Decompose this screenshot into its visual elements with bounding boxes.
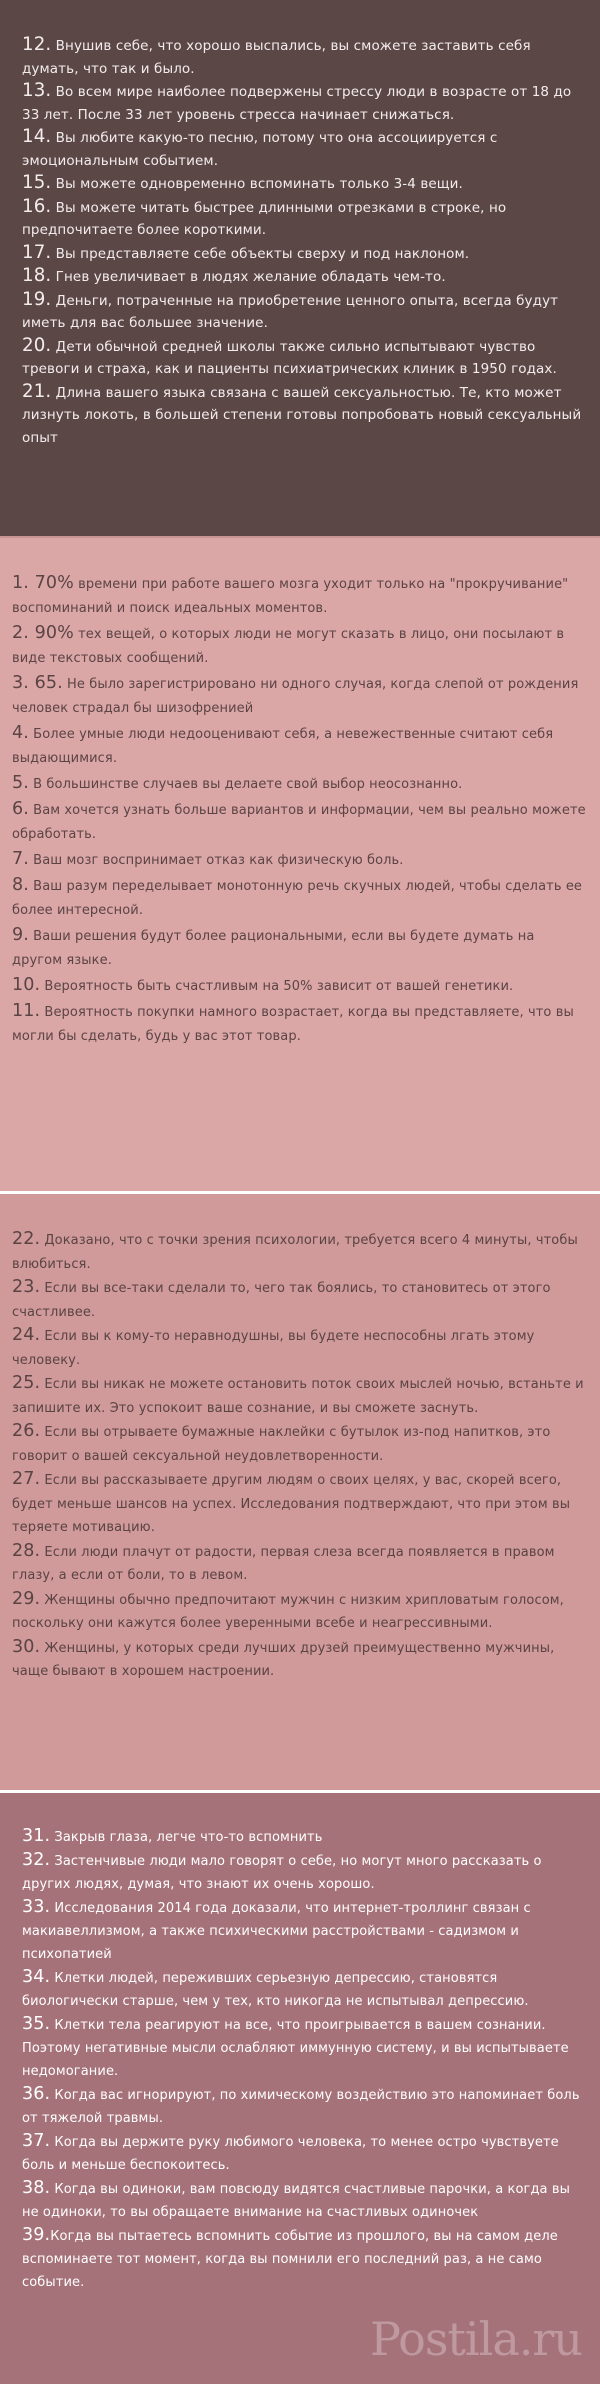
- postila-watermark: Postila.ru: [370, 2312, 582, 2366]
- fact-number: 35.: [22, 2014, 51, 2034]
- fact-number: 26.: [12, 1421, 41, 1441]
- fact-number: 23.: [12, 1277, 41, 1297]
- fact-item: [22, 2177, 586, 2224]
- fact-text: Не было зарегистрировано ни одного случая, когда слепой от рождения человек страдал бы шизофренией: [12, 677, 579, 716]
- fact-text: Вероятность быть счастливым на 50% зависит от вашей генетики.: [40, 979, 514, 994]
- fact-text: Застенчивые люди мало говорят о себе, но могут много рассказать о других людях, думая, что знают их очень хорошо.: [22, 1854, 542, 1892]
- fact-text: Вы представляете себе объекты сверху и под наклоном.: [51, 245, 470, 262]
- fact-text: Гнев увеличивает в людях желание обладать чем-то.: [51, 269, 446, 285]
- fact-item: [12, 1540, 586, 1588]
- fact-number: 39.: [22, 2225, 51, 2245]
- fact-item: [12, 1324, 586, 1372]
- fact-number: 17.: [22, 241, 52, 263]
- fact-number: 14.: [22, 126, 52, 147]
- fact-text: Если вы никак не можете остановить поток своих мыслей ночью, встаньте и запишите их. Это успокоит ваше сознание, и вы сможете заснуть.: [12, 1377, 584, 1416]
- fact-text: Ваш мозг воспринимает отказ как физическую боль.: [28, 853, 404, 868]
- fact-number: 16.: [22, 195, 52, 217]
- fact-item: [22, 2083, 586, 2130]
- fact-item: [22, 34, 586, 80]
- facts-panel-22-30: [0, 1191, 600, 1790]
- fact-item: [12, 1636, 586, 1684]
- fact-number: 20.: [22, 334, 52, 356]
- fact-item: [12, 721, 586, 771]
- fact-number: 34.: [22, 1967, 51, 1987]
- facts-panel-31-39: [0, 1790, 600, 2384]
- fact-number: 38.: [22, 2178, 51, 2198]
- fact-number: 29.: [12, 1588, 41, 1609]
- fact-item: [22, 80, 586, 126]
- fact-text: Клетки тела реагируют на все, что проигрывается в вашем сознании. Поэтому негативные мысли ослабляют иммунную систему, и вы испытываете недомогание.: [22, 2018, 569, 2079]
- fact-text: Исследования 2014 года доказали, что интернет-троллинг связан с макиавеллизмом, а также психическими расстройствами - садизмом и психопатией: [22, 1901, 531, 1962]
- fact-number: 32.: [22, 1850, 51, 1870]
- fact-text: Доказано, что с точки зрения психологии, требуется всего 4 минуты, чтобы влюбиться.: [12, 1233, 578, 1272]
- facts-panel-12-21: [0, 0, 600, 536]
- fact-list: [22, 34, 586, 449]
- fact-number: 28.: [12, 1540, 41, 1561]
- fact-text: Во всем мире наиболее подвержены стрессу люди в возрасте от 18 до 33 лет. После 33 лет уровень стресса начинает снижаться.: [22, 84, 572, 123]
- fact-item: [12, 847, 586, 873]
- fact-number: 33.: [22, 1897, 51, 1917]
- fact-text: Вам хочется узнать больше вариантов и информации, чем вы реально можете обработать.: [12, 803, 586, 842]
- fact-number: 31.: [22, 1826, 51, 1846]
- fact-number: 18.: [22, 265, 52, 286]
- fact-number: 4.: [12, 723, 29, 743]
- fact-item: [12, 797, 586, 847]
- fact-text: Длина вашего языка связана с вашей сексуальностью. Те, кто может лизнуть локоть, в большей степени готовы попробовать новый сексуальный опыт: [22, 384, 582, 446]
- fact-item: [12, 923, 586, 973]
- fact-item: [12, 621, 586, 671]
- fact-item: [22, 1966, 586, 2013]
- fact-text: Если люди плачут от радости, первая слеза всегда появляется в правом глазу, а если от боли, то в левом.: [12, 1544, 555, 1583]
- fact-text: времени при работе вашего мозга уходит только на "прокручивание" воспоминаний и поиск идеальных моментов.: [12, 577, 569, 616]
- fact-text: Вы можете одновременно вспоминать только 3-4 вещи.: [51, 176, 463, 192]
- fact-number: 21.: [22, 380, 52, 402]
- fact-item: [22, 172, 586, 196]
- fact-number: 11.: [12, 1001, 41, 1021]
- fact-item: [12, 873, 586, 923]
- fact-list: [12, 1228, 586, 1684]
- fact-item: [12, 1420, 586, 1468]
- fact-text: Внушив себе, что хорошо выспались, вы сможете заставить себя думать, что так и было.: [22, 38, 531, 77]
- fact-text: Женщины обычно предпочитают мужчин с низким хрипловатым голосом, поскольку они кажутся более уверенными всебе и неагрессивными.: [12, 1592, 564, 1631]
- fact-text: Закрыв глаза, легче что-то вспомнить: [50, 1830, 323, 1845]
- fact-item: [22, 2130, 586, 2177]
- fact-number: 8.: [12, 875, 29, 895]
- fact-item: [12, 571, 586, 621]
- fact-number: 5.: [12, 773, 29, 793]
- fact-text: Клетки людей, переживших серьезную депрессию, становятся биологически старше, чем у тех, кто никогда не испытывал депрессию.: [22, 1971, 529, 2009]
- fact-item: [12, 1276, 586, 1324]
- fact-text: Вы можете читать быстрее длинными отрезками в строке, но предпочитаете более короткими.: [22, 199, 507, 238]
- fact-item: [12, 771, 586, 797]
- fact-text: Если вы отрываете бумажные наклейки с бутылок из-под напитков, это говорит о вашей сексуальной неудовлетворенности.: [12, 1425, 551, 1464]
- fact-item: [12, 1228, 586, 1276]
- fact-item: [12, 973, 586, 999]
- fact-text: Если вы рассказываете другим людям о своих целях, у вас, скорей всего, будет меньше шансов на успех. Исследования подтверждают, что при этом вы теряете мотивацию.: [12, 1473, 571, 1535]
- fact-item: [22, 381, 586, 450]
- fact-number: 25.: [12, 1373, 41, 1393]
- fact-number: 9.: [12, 925, 29, 945]
- fact-number: 7.: [12, 849, 29, 869]
- fact-text: Если вы все-таки сделали то, чего так боялись, то становитесь от этого счастливее.: [12, 1281, 551, 1320]
- fact-text: Когда вас игнорируют, по химическому воздействию это напоминает боль от тяжелой травмы.: [22, 2088, 580, 2126]
- fact-item: [22, 335, 586, 381]
- fact-text: Когда вы одиноки, вам повсюду видятся счастливые парочки, а когда вы не одиноки, то вы обращаете внимание на счастливых одиночек: [22, 2182, 570, 2220]
- fact-item: [12, 1468, 586, 1540]
- fact-item: [12, 671, 586, 721]
- fact-text: Когда вы пытаетесь вспомнить событие из прошлого, вы на самом деле вспоминаете тот момент, когда вы помнили его последний раз, а не само событие.: [22, 2229, 558, 2290]
- fact-item: [22, 289, 586, 335]
- fact-text: Ваши решения будут более рациональными, если вы будете думать на другом языке.: [12, 929, 535, 968]
- facts-panel-1-11: [0, 536, 600, 1191]
- fact-text: Более умные люди недооценивают себя, а невежественные считают себя выдающимися.: [12, 727, 554, 766]
- fact-number: 1. 70%: [12, 573, 74, 593]
- fact-item: [22, 1896, 586, 1966]
- fact-text: Ваш разум переделывает монотонную речь скучных людей, чтобы сделать ее более интересной.: [12, 879, 583, 918]
- fact-item: [22, 242, 586, 266]
- fact-list: [12, 571, 586, 1049]
- fact-item: [22, 126, 586, 172]
- fact-item: [22, 265, 586, 289]
- fact-text: тех вещей, о которых люди не могут сказать в лицо, они посылают в виде текстовых сообщений.: [12, 627, 565, 666]
- fact-item: [22, 2224, 586, 2294]
- fact-item: [12, 1372, 586, 1420]
- fact-text: Когда вы держите руку любимого человека, то менее остро чувствуете боль и меньше беспокоитесь.: [22, 2135, 559, 2173]
- fact-item: [22, 196, 586, 242]
- fact-list: [22, 1825, 586, 2294]
- fact-item: [22, 1825, 586, 1849]
- fact-number: 15.: [22, 172, 52, 193]
- fact-number: 36.: [22, 2084, 51, 2104]
- fact-item: [22, 1849, 586, 1896]
- fact-text: Деньги, потраченные на приобретение ценного опыта, всегда будут иметь для вас большее значение.: [22, 292, 559, 331]
- fact-number: 22.: [12, 1229, 41, 1249]
- fact-number: 37.: [22, 2131, 51, 2151]
- fact-text: Если вы к кому-то неравнодушны, вы будете неспособны лгать этому человеку.: [12, 1329, 535, 1368]
- fact-item: [12, 1588, 586, 1636]
- fact-number: 2. 90%: [12, 623, 74, 643]
- fact-number: 13.: [22, 80, 52, 101]
- fact-text: Женщины, у которых среди лучших друзей преимущественно мужчины, чаще бывают в хорошем настроении.: [12, 1640, 555, 1679]
- fact-item: [22, 2013, 586, 2083]
- fact-number: 24.: [12, 1325, 41, 1345]
- fact-number: 27.: [12, 1469, 41, 1489]
- fact-number: 6.: [12, 799, 29, 819]
- fact-number: 3. 65.: [12, 673, 63, 693]
- fact-text: В большинстве случаев вы делаете свой выбор неосознанно.: [28, 777, 463, 792]
- fact-number: 12.: [22, 34, 52, 55]
- fact-item: [12, 999, 586, 1049]
- fact-text: Вероятность покупки намного возрастает, когда вы представляете, что вы могли бы сделать, будь у вас этот товар.: [12, 1005, 574, 1044]
- fact-number: 10.: [12, 975, 41, 995]
- fact-text: Вы любите какую-то песню, потому что она ассоциируется с эмоциональным событием.: [22, 130, 498, 169]
- fact-number: 30.: [12, 1636, 41, 1657]
- fact-number: 19.: [22, 288, 52, 310]
- fact-text: Дети обычной средней школы также сильно испытывают чувство тревоги и страха, как и пациенты психиатрических клиник в 1950 годах.: [22, 338, 557, 377]
